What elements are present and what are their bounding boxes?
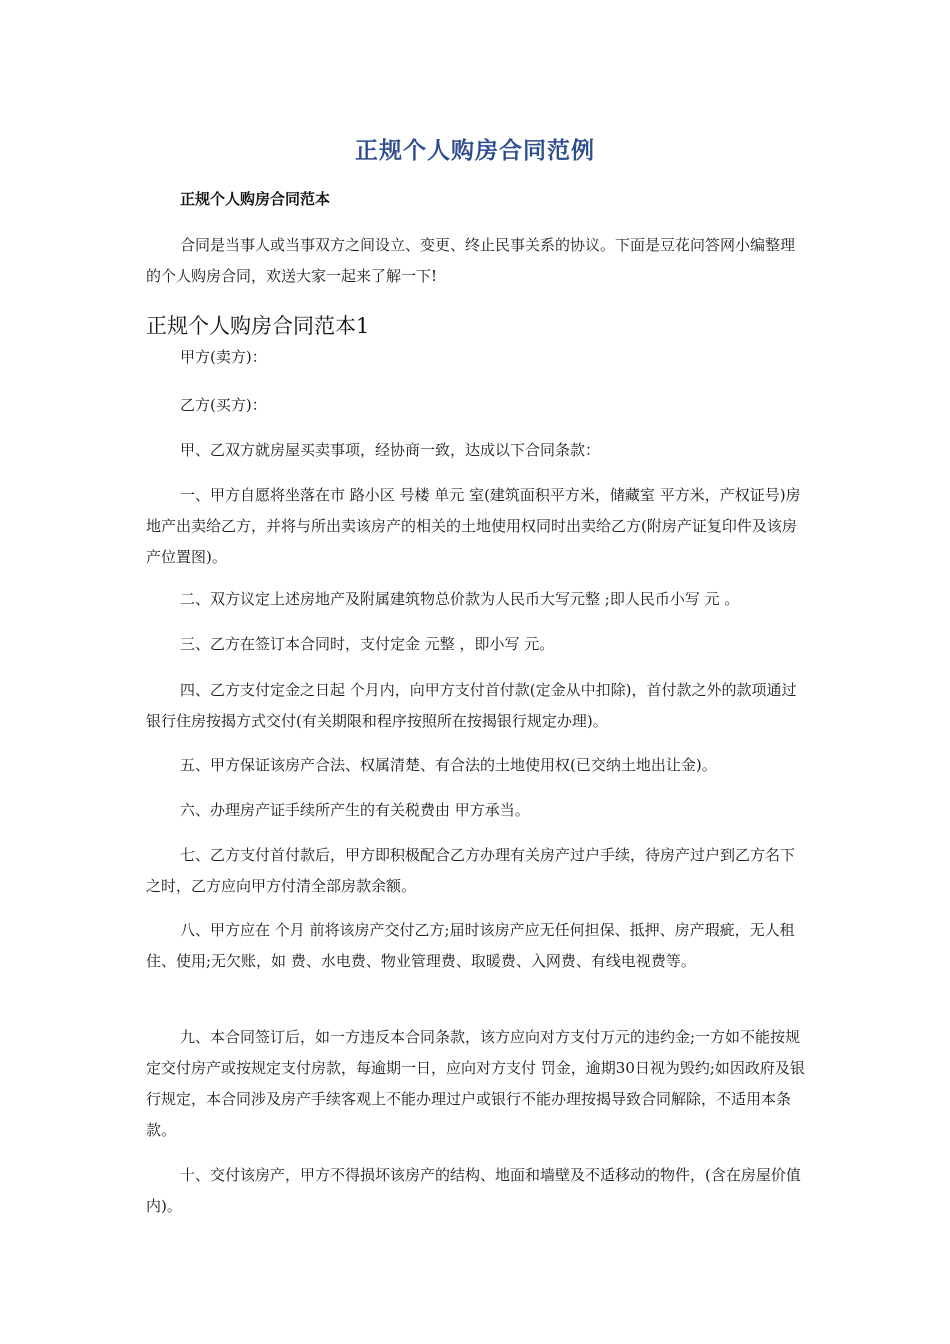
clause-6: 六、办理房产证手续所产生的有关税费由 甲方承当。 [180,801,530,819]
section-heading: 正规个人购房合同范本1 [146,314,370,338]
clause-4: 四、乙方支付定金之日起 个月内，向甲方支付首付款(定金从中扣除)，首付款之外的款项通过银行住房按揭方式交付(有关期限和程序按照所在按揭银行规定办理)。 [146,681,797,730]
paragraph-party-a: 甲方(卖方)： [180,348,267,366]
paragraph-agreement: 甲、乙双方就房屋买卖事项，经协商一致，达成以下合同条款： [180,441,601,459]
clause-2: 二、双方议定上述房地产及附属建筑物总价款为人民币大写元整 ;即人民币小写 元 。 [180,590,740,608]
paragraph-party-b: 乙方(买方)： [180,396,267,414]
clause-8: 八、甲方应在 个月 前将该房产交付乙方;届时该房产应无任何担保、抵押、房产瑕疵，无人租住、使用;无欠账，如 费、水电费、物业管理费、取暖费、入网费、有线电视费等。 [146,921,795,970]
intro-paragraph: 合同是当事人或当事双方之间设立、变更、终止民事关系的协议。下面是豆花问答网小编整理的个人购房合同，欢送大家一起来了解一下! [146,236,796,285]
clause-3: 三、乙方在签订本合同时，支付定金 元整 ，即小写 元。 [180,635,555,653]
document-subtitle: 正规个人购房合同范本 [180,190,331,208]
clause-7: 七、乙方支付首付款后，甲方即积极配合乙方办理有关房产过户手续，待房产过户到乙方名下之时，乙方应向甲方付清全部房款余额。 [146,846,796,895]
document-title: 正规个人购房合同范例 [355,138,595,164]
clause-10: 十、交付该房产，甲方不得损坏该房产的结构、地面和墙壁及不适移动的物件，(含在房屋价值内)。 [146,1166,801,1215]
clause-9: 九、本合同签订后，如一方违反本合同条款，该方应向对方支付万元的违约金;一方如不能按规定交付房产或按规定支付房款，每逾期一日，应向对方支付 罚金，逾期30日视为毁约;如因政府及银行规定，本合同涉及房产手续客观上不能办理过户或银行不能办理按揭导致合同解除，不适用本条款。 [146,1028,805,1139]
clause-1: 一、甲方自愿将坐落在市 路小区 号楼 单元 室(建筑面积平方米，储藏室 平方米，产权证号)房地产出卖给乙方，并将与所出卖该房产的相关的土地使用权同时出卖给乙方(附房产证复印件及该房产位置图)。 [146,486,801,566]
clause-5: 五、甲方保证该房产合法、权属清楚、有合法的土地使用权(已交纳土地出让金)。 [180,756,717,774]
